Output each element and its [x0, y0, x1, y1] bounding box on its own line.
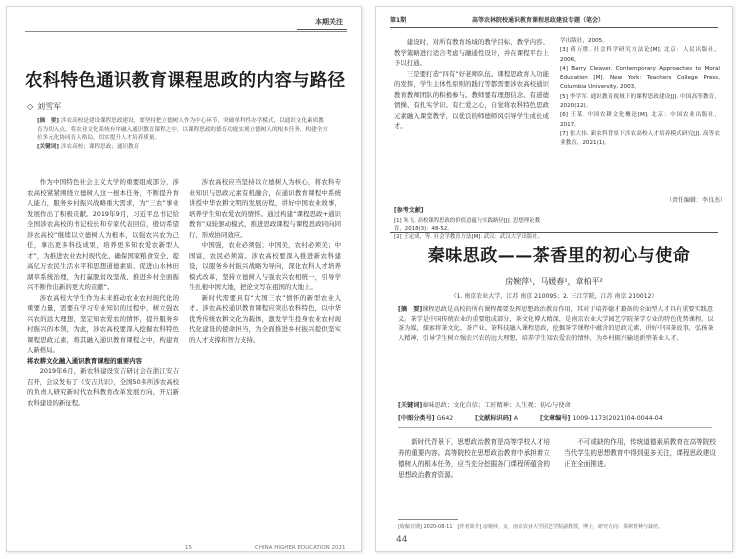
- reference-item: [1] 朱飞. 高校课程思政的价值意蕴与实践路径[J]. 思想理论教育，2018(3)：48-52。: [394, 218, 540, 232]
- footnote: [收稿日期] 2020-08-11 [作者简介] 房婉萍，女，南京农业大学园艺学院副教授，博士，研究方向：茶树育种与栽培。: [398, 524, 664, 530]
- body-paragraph: 中国强，农业必须强；中国美，农村必须美；中国富，农民必须富。涉农高校要深入推进新农科建设，以服务乡村振兴战略为导向，深化农科人才培养模式改革，坚持立德树人与强农兴农相统一，引导学生扎根中国大地，把论文写在祖国的大地上。: [189, 241, 341, 291]
- abstract-block: [37, 117, 329, 151]
- left-page: [6, 6, 362, 552]
- abstract-label: [摘 要]: [37, 118, 59, 124]
- section-subheading: 将农耕文化融入通识教育课程的重要内容: [27, 356, 143, 365]
- body-paragraph: 新时代背景下，思想政治教育是高等学校人才培养的重要内容。高等院校在思想政治教育中承担着立德树人的根本任务，应当充分挖掘各门课程所蕴含的思想政治教育资源。: [398, 438, 550, 479]
- running-head: 高等农林院校通识教育课程思政建设专题（笔会）: [472, 17, 605, 24]
- references-block: [394, 207, 549, 241]
- body-paragraph: 作为中国特色社会主义大学的重要组成部分，涉农高校紧紧围绕立德树人这一根本任务，不断提升育人能力，服务乡村振兴战略重大需求，为“三农”事业发展作出了积极贡献。2019年9月，习近平总书记给全国涉农高校的书记校长和专家代表回信，殷切希望涉农高校“继续以立德树人为根本，以强农兴农为己任，拿出更多科技成果，培养更多知农爱农新型人才”，为推进农业农村现代化、确保国家粮食安全、提高亿万农民生活水平和思想道德素质、促进山水林田湖草系统治理，为打赢脱贫攻坚战、推进乡村全面振兴不断作出新的更大的贡献”。: [27, 178, 179, 291]
- abstract-text: 涉农高校是建设课程思政建设，要坚持把立德树人作为中心环节，突破单科性办学模式，以通识文化素质教育为切入点，将农业文化系统有序融入通识教育课程之中，以课程思政的德育功能实现立德树人的根本任务，构建全方位多元化协同育人格局，切实提升人才培养质量。: [37, 118, 328, 141]
- footnote-rule: [398, 519, 458, 520]
- body-paragraph: 建设时，对所有教育场域的教学目标、教学内容、教学策略进行适合考虑与融通性设计，并在课程平台上予以打通。: [394, 38, 549, 67]
- body-column-1: [398, 437, 550, 489]
- reference-item: [2] 王定成，等. 社会学教育方法[M]. 武汉：武汉大学出版社。: [394, 234, 544, 240]
- reference-item: 学出版社，2005。: [560, 38, 608, 44]
- section-header: 本期关注: [297, 17, 347, 30]
- keywords-text: 涉农高校；课程思政；通识教育: [60, 143, 140, 150]
- classification-line: [398, 413, 714, 422]
- left-column-1: [27, 177, 179, 537]
- body-paragraph: 涉农高校大学生作为未来推动农业农村现代化的重要力量，需要在学习专业知识的过程中，树立强农兴农的远大理想，坚定知农爱农的情怀，提升服务乡村振兴的本领，为此，涉农高校要深入挖掘农科特色课程思政元素，将其融入通识教育课程之中，构建育人新格局。: [27, 293, 179, 354]
- body-paragraph: 涉农高校应当坚持以立德树人为核心，将农科专业知识与思政元素有机融合，在通识教育课程中系统讲授中华农耕文明的发展历程，讲好中国农业故事，培养学生知农爱农的情怀。通过构建“课程思政+通识教育”双轮驱动模式，推进思政课程与课程思政同向同行，形成协同效应。: [189, 178, 341, 239]
- reference-item: [6] 王某. 中国农耕文化概论[M]. 北京：中国农业出版社，2017。: [560, 112, 720, 128]
- responsible-editor: （责任编辑：李良杰）: [666, 197, 727, 204]
- body-paragraph: 不可或缺的作用，传统道德素质教育在高等院校当代学生的思想教育中得到更多关注，课程思政建设正在全面推进。: [564, 438, 716, 468]
- classification-label: [文章编号]: [539, 415, 571, 422]
- article-title: 秦味思政——茶香里的初心与使命: [427, 246, 691, 266]
- body-paragraph: 2019年6月，新农科建设安吉研讨会在浙江安吉召开，会议发布了《安吉共识》，全国50多所涉农高校的负责人研究新时代农科教育改革发展方向，开启新农科建设的新征程。: [27, 367, 179, 407]
- reference-item: [5] 李学军. 通识教育视域下的课程思政建设[J]. 中国高等教育，2020(12)。: [560, 93, 720, 110]
- abstract-label: [摘 要]: [398, 306, 423, 313]
- classification-item: [540, 413, 673, 422]
- keywords-label: [关键词]: [398, 402, 423, 409]
- author-line: [27, 101, 61, 112]
- abstract-text: 课程思政是高校的所有课程都要发挥思想政治教育作用，其对于培养德才兼备的全面型人才具有重要实践意义。茶学是中国传统农业的重要组成部分，茶文化博大精深，是南京农业大学园艺学院茶学专业的特色优势课程。以茶为媒，探索将茶文化、茶产业、茶科技融入课程思政，挖掘茶学课程中蕴含的思政元素，讲好中国茶故事，弘扬茶人精神，引导学生树立强农兴农的远大理想，培养学生知农爱农的情怀，为乡村振兴输送新型茶业人才。: [398, 306, 714, 342]
- page-number: 44: [396, 535, 408, 545]
- issue-label: 第1期: [390, 17, 407, 24]
- running-header: [390, 15, 718, 28]
- classification-value: A: [513, 415, 518, 422]
- article-divider: [390, 232, 718, 233]
- reference-item: [3] 蒋万胜. 社会科学研究方法论[M]. 北京：人民出版社，2006。: [560, 47, 720, 63]
- classification-label: [中图分类号]: [398, 415, 435, 422]
- author-name: 刘雪军: [37, 102, 62, 111]
- keywords-text: 秦味思政；文化自信；工匠精神；人生观；初心与使命: [422, 402, 571, 409]
- classification-value: G642: [436, 415, 454, 422]
- classification-label: [文献标识码]: [475, 415, 512, 422]
- affiliation-line: （1. 南京农业大学，江苏 南京 210095；2. 三江学院，江苏 南京 210012）: [450, 293, 658, 300]
- right-page: [375, 6, 733, 552]
- journal-name: CHINA HIGHER EDUCATION 2021: [255, 545, 346, 551]
- reference-item: [4] Barry Cleaver. Contemporary Approaches to Moral Education [M]. New York: Teachers College Press, Columbia University, 2003。: [560, 65, 720, 91]
- left-column-2: [189, 177, 341, 537]
- keywords-label: [关键词]: [37, 143, 59, 150]
- body-paragraph: 三是要打造“四有”好老师队伍。课程思政育人功能的发挥，学生主体性原则的践行等都需要涉农高校通识教育教师团队的积极参与。教师要有理想信念、有道德情操、有扎实学识、有仁爱之心，自觉将农科特色思政元素融入课堂教学，以优良的师德师风引导学生成长成才。: [394, 69, 549, 130]
- references-title: [参考文献]: [394, 207, 424, 214]
- diamond-icon: ◇: [27, 102, 34, 111]
- abstract-block: [398, 305, 714, 343]
- section-rule: [398, 427, 712, 428]
- article-title: 农科特色通识教育课程思政的内容与路径: [25, 71, 346, 91]
- classification-item: [398, 413, 463, 422]
- reference-item: [7] 张大伟. 新农科背景下涉农高校人才培养模式研究[J]. 高等农业教育，2021(1)。: [560, 130, 720, 147]
- reference-column: [560, 37, 720, 187]
- page-number: 15: [185, 545, 192, 551]
- body-paragraph: 新时代需要具有“大国三农”情怀的新型农业人才。涉农高校通识教育课程应突出农科特色，以中华优秀传统农耕文化为载体，激发学生投身农业农村现代化建设的使命担当，为全面推进乡村振兴提供坚实的人才支撑和智力支持。: [189, 293, 341, 344]
- keywords-line: [398, 400, 714, 409]
- right-column-1: [394, 37, 549, 220]
- classification-value: 1009-1173(2021)04-0044-04: [572, 415, 663, 422]
- classification-item: [475, 413, 528, 422]
- header-rule: [25, 31, 347, 32]
- body-column-2: [564, 437, 716, 489]
- authors-line: 房婉萍¹，马媛春¹，章柏平²: [505, 277, 603, 286]
